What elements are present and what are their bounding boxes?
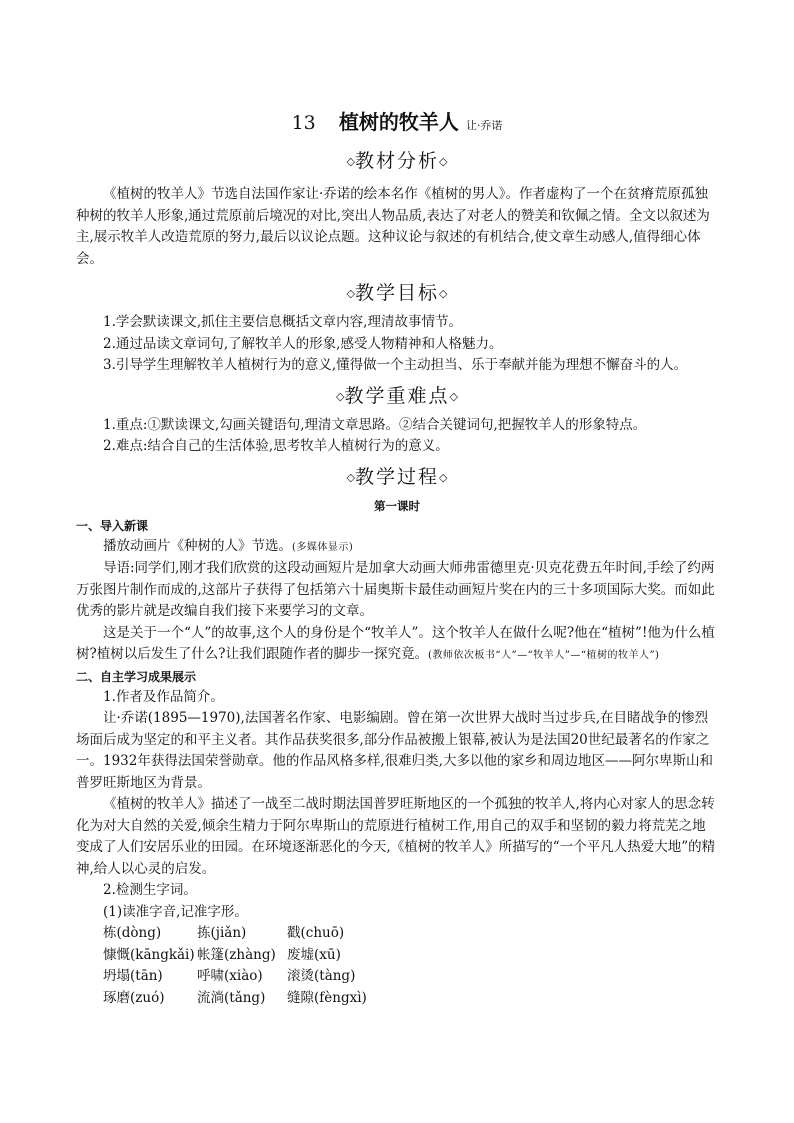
vocab-item: 废墟(xū): [287, 946, 341, 963]
vocab-item: 慷慨(kāngkǎi): [103, 946, 195, 963]
vocab-item: 戳(chuō): [287, 925, 345, 941]
diamond-icon: ◇: [439, 470, 448, 484]
paragraph: 让·乔诺(1895—1970),法国著名作家、电影编剧。曾在第一次世界大战时当过步兵,在目睹战争的惨烈场面后成为坚定的和平主义者。其作品获奖很多,部分作品被搬上银幕,被认为是法国20世纪最著名的作家之一。1932年获得法国荣誉勋章。他的作品风格多样,很难归类,大多以他的家乡和周边地区——阿尔卑斯山和普罗旺斯地区为背景。: [76, 710, 713, 791]
vocab-item: 栋(dòng): [103, 925, 162, 941]
keypoint-item: 2.难点:结合自己的生活体验,思考牧羊人植树行为的意义。: [103, 438, 449, 454]
vocab-item: 滚烫(tàng): [287, 968, 356, 984]
vocab-item: 呼啸(xiào): [197, 968, 263, 984]
paragraph: 播放动画片《种树的人》节选。(多媒体显示): [103, 537, 354, 554]
note: (教师依次板书“人”—“牧羊人”—“植树的牧羊人”): [427, 650, 660, 661]
diamond-icon: ◇: [336, 389, 345, 403]
diamond-icon: ◇: [346, 470, 355, 484]
note: (多媒体显示): [292, 541, 354, 553]
vocab-item: 缝隙(fèngxì): [287, 989, 367, 1006]
vocab-row: [76, 966, 718, 988]
diamond-icon: ◇: [346, 155, 355, 168]
vocab-row: [76, 923, 718, 945]
goal-item: 2.通过品读文章词句,了解牧羊人的形象,感受人物精神和人格魅力。: [103, 335, 503, 352]
document-content: [76, 100, 718, 1009]
lesson-title: 植树的牧羊人: [338, 110, 459, 134]
vocab-item: 帐篷(zhàng): [197, 946, 276, 963]
vocab-row: [76, 945, 718, 967]
vocab-item: 拣(jiǎn): [197, 925, 247, 941]
section-heading-goals: ◇教学目标◇: [346, 282, 448, 304]
vocab-item: 坍塌(tān): [103, 968, 163, 984]
paragraph: 《植树的牧羊人》描述了一战至二战时期法国普罗旺斯地区的一个孤独的牧羊人,将内心对家人的思念转化为对大自然的关爱,倾余生精力于阿尔卑斯山的荒原进行植树工作,用自己的双手和坚韧的毅力将荒芜之地变成了人们安居乐业的田园。在环境逐渐恶化的今天,《植树的牧羊人》所描写的“一个平凡人热爱大地”的精神,给人以心灵的启发。: [76, 796, 716, 877]
vocab-item: 流淌(tǎng): [197, 989, 266, 1006]
vocab-item: 琢磨(zuó): [103, 989, 165, 1006]
goal-item: 1.学会默读课文,抓住主要信息概括文章内容,理清故事情节。: [103, 314, 462, 330]
part-heading: 二、自主学习成果展示: [76, 669, 197, 684]
subheading: (1)读准字音,记准字形。: [103, 903, 248, 920]
diamond-icon: ◇: [439, 155, 448, 168]
subheading: 2.检测生字词。: [103, 882, 197, 898]
lesson-title-row: [76, 102, 718, 142]
lesson-period: 第一课时: [374, 498, 420, 513]
keypoint-item: 1.重点:①默读课文,勾画关键语句,理清文章思路。②结合关键词句,把握牧羊人的形象特点。: [103, 416, 647, 433]
paragraph: 导语:同学们,刚才我们欣赏的这段动画短片是加拿大动画大师弗雷德里克·贝克花费五年时间,手绘了约两万张图片制作而成的,这部片子获得了包括第六十届奥斯卡最佳动画短片奖在内的三十多项国际大奖。而如此优秀的影片就是改编自我们接下来要学习的文章。: [76, 560, 715, 619]
diamond-icon: ◇: [449, 389, 458, 403]
section-heading-keypoints: ◇教学重难点◇: [336, 384, 458, 407]
vocab-row: [76, 988, 718, 1010]
subheading: 1.作者及作品简介。: [103, 688, 224, 705]
lesson-number: 13: [291, 112, 316, 134]
part-heading: 一、导入新课: [76, 518, 149, 533]
paragraph: 这是关于一个“人”的故事,这个人的身份是个“牧羊人”。这个牧羊人在做什么呢?他在“植树”!他为什么植树?植树以后发生了什么?让我们跟随作者的脚步一探究竟。(教师依次板书“人”—“牧羊人”—“植树的牧羊人”): [76, 624, 715, 662]
diamond-icon: ◇: [346, 287, 355, 300]
analysis-paragraph: 《植树的牧羊人》节选自法国作家让·乔诺的绘本名作《植树的男人》。作者虚构了一个在贫瘠荒原孤独种树的牧羊人形象,通过荒原前后境况的对比,突出人物品质,表达了对老人的赞美和钦佩之情。全文以叙述为主,展示牧羊人改造荒原的努力,最后以议论点题。这种议论与叙述的有机结合,使文章生动感人,值得细心体会。: [76, 186, 710, 267]
section-heading-process: ◇教学过程◇: [346, 465, 448, 488]
goal-item: 3.引导学生理解牧羊人植树行为的意义,懂得做一个主动担当、乐于奉献并能为理想不懈奋斗的人。: [103, 357, 688, 373]
section-heading-analysis: ◇教材分析◇: [346, 150, 448, 172]
lesson-author: 让·乔诺: [465, 119, 503, 132]
diamond-icon: ◇: [439, 287, 448, 300]
